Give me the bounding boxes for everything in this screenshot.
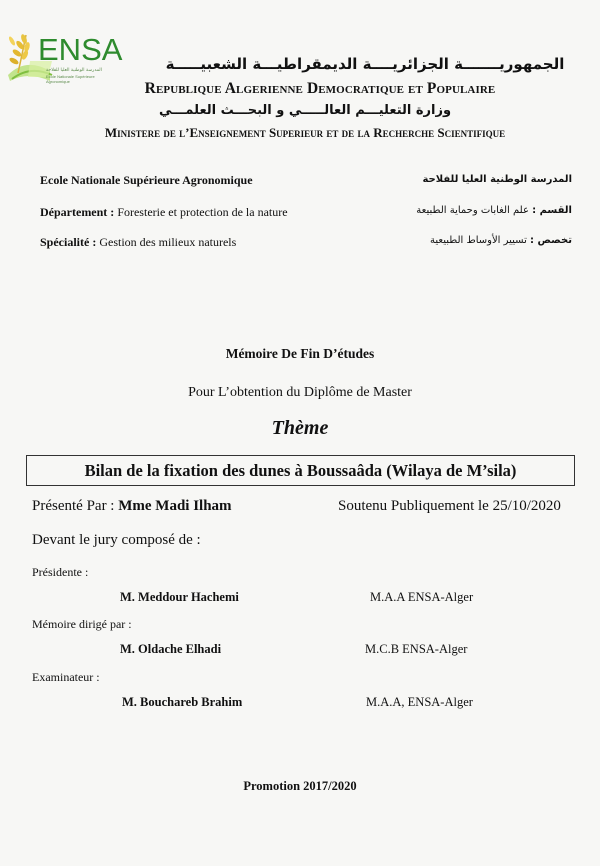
defense-date: Soutenu Publiquement le 25/10/2020	[338, 498, 561, 514]
presented-by	[32, 498, 232, 515]
presenter-name: Mme Madi Ilham	[118, 498, 232, 514]
presented-by-label: Présenté Par :	[32, 498, 119, 514]
thesis-purpose: Pour L’obtention du Diplôme de Master	[188, 385, 412, 400]
department-ar	[416, 205, 572, 216]
jury-intro: Devant le jury composé de :	[32, 532, 201, 548]
ensa-logo	[4, 27, 123, 84]
school-name-fr	[40, 173, 253, 188]
ministry-title-ar: وزارة التعليـــم العالـــــي و البحـــث العلمـــي	[158, 103, 452, 118]
theme-label: Thème	[271, 417, 329, 439]
speciality-ar-label: تخصص :	[530, 235, 572, 246]
jury-role: Mémoire dirigé par :	[32, 617, 132, 631]
jury-member-grade: M.C.B ENSA-Alger	[365, 642, 468, 656]
logo-subtitle-fr: Ecole Nationale Supérieure Agronomique	[46, 74, 95, 84]
thesis-title: Bilan de la fixation des dunes à Boussaâda (Wilaya de M’sila)	[84, 461, 517, 480]
speciality-ar-value: تسيير الأوساط الطبيعية	[430, 235, 531, 246]
jury-member-name: M. Meddour Hachemi	[120, 590, 239, 604]
department-fr	[40, 205, 288, 220]
jury-role: Examinateur :	[32, 670, 100, 684]
department-value: Foresterie et protection de la nature	[114, 205, 288, 219]
logo-subtitle-ar: المدرسة الوطنية العليا للفلاحة	[46, 68, 102, 73]
department-label: Département :	[40, 205, 115, 219]
school-name-ar-text: المدرسة الوطنية العليا للفلاحة	[422, 174, 572, 185]
jury-role: Présidente :	[32, 565, 89, 579]
theme-title-box	[26, 455, 575, 486]
jury-member-grade: M.A.A, ENSA-Alger	[366, 695, 473, 709]
speciality-value: Gestion des milieux naturels	[96, 235, 237, 249]
republic-title-fr: Republique Algerienne Democratique et Populaire	[144, 80, 496, 97]
jury-member-grade: M.A.A ENSA-Alger	[370, 590, 474, 604]
department-ar-label: القسم :	[532, 205, 572, 216]
promotion: Promotion 2017/2020	[243, 779, 357, 793]
speciality-label: Spécialité :	[40, 235, 97, 249]
republic-title-ar: الجمهوريـــــــة الجزائريــــة الديمقراطيـــة الشعبيـــــة	[165, 55, 565, 73]
ministry-title-fr: Ministere de l’Enseignement Superieur et de la Recherche Scientifique	[104, 125, 506, 140]
school-name-ar	[422, 174, 572, 185]
logo-text: ENSA	[38, 32, 123, 67]
speciality-ar	[430, 235, 572, 246]
school-name-fr-text: Ecole Nationale Supérieure Agronomique	[40, 173, 253, 187]
jury-member-name: M. Bouchareb Brahim	[122, 695, 243, 709]
jury-member-name: M. Oldache Elhadi	[120, 642, 222, 656]
department-ar-value: علم الغابات وحماية الطبيعة	[416, 205, 533, 216]
thesis-type: Mémoire De Fin D’études	[225, 346, 375, 361]
speciality-fr	[40, 235, 236, 250]
